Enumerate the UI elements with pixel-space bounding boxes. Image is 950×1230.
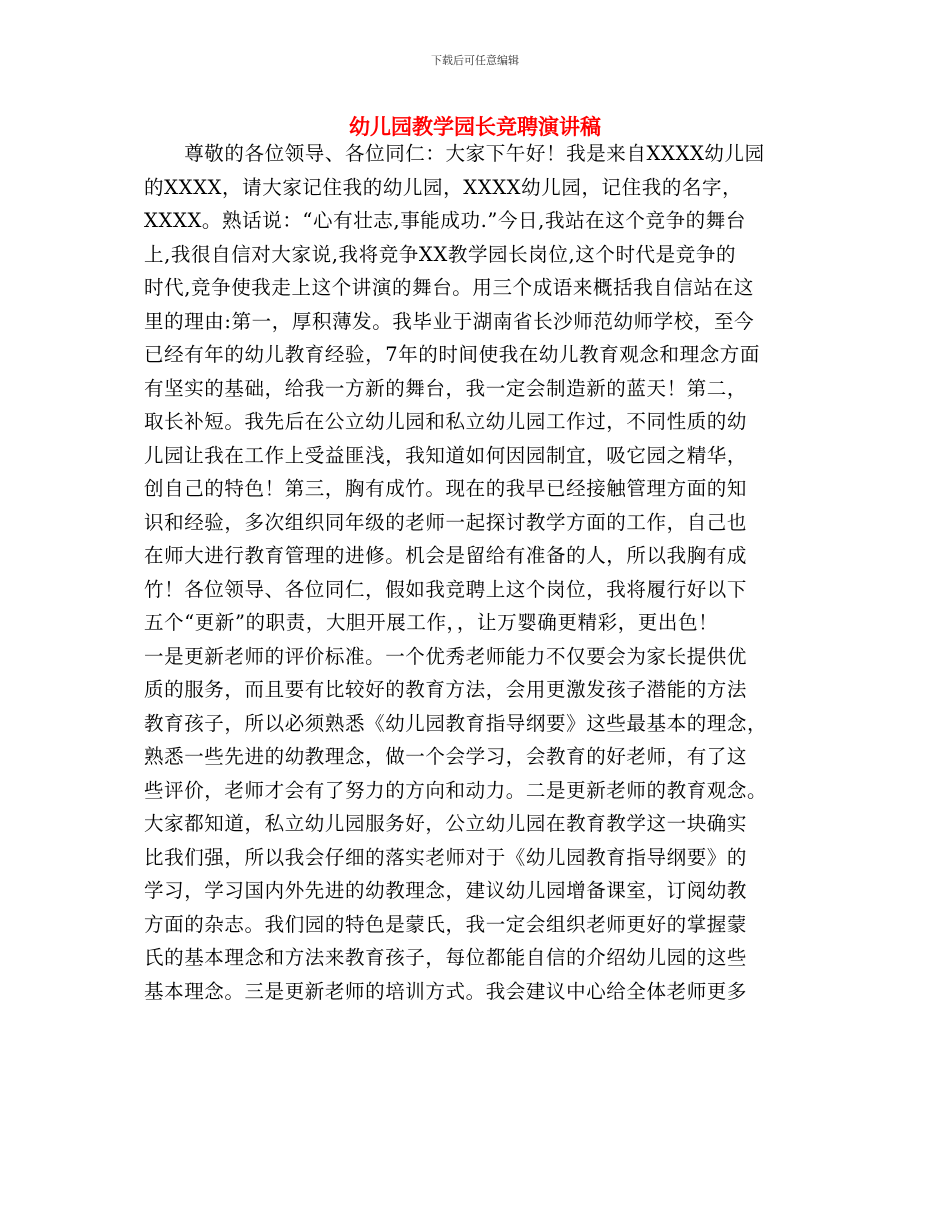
body-line: 大家都知道，私立幼儿园服务好，公立幼儿园在教育教学这一块确实 bbox=[144, 812, 748, 835]
body-line: 基本理念。三是更新老师的培训方式。我会建议中心给全体老师更多 bbox=[144, 979, 748, 1003]
body-line: 尊敬的各位领导、各位同仁：大家下午好！我是来自XXXX幼儿园 bbox=[144, 142, 765, 165]
body-line: 有坚实的基础，给我一方新的舞台，我一定会制造新的蓝天！第二， bbox=[144, 376, 748, 400]
body-line: 熟悉一些先进的幼教理念，做一个会学习，会教育的好老师，有了这 bbox=[144, 745, 748, 768]
document-body bbox=[144, 137, 814, 1008]
body-line: 教育孩子，所以必须熟悉《幼儿园教育指导纲要》这些最基本的理念， bbox=[144, 711, 768, 735]
page-header: 下载后可任意编辑 bbox=[431, 54, 519, 67]
body-line: 上,我很自信对大家说,我将竞争XX教学园长岗位,这个时代是竞争的 bbox=[144, 242, 737, 266]
body-line: 在师大进行教育管理的进修。机会是留给有准备的人，所以我胸有成 bbox=[144, 544, 748, 567]
body-line: 取长补短。我先后在公立幼儿园和私立幼儿园工作过，不同性质的幼 bbox=[144, 410, 748, 433]
body-line: 识和经验，多次组织同年级的老师一起探讨教学方面的工作，自己也 bbox=[144, 510, 748, 534]
document-title: 幼儿园教学园长竞聘演讲稿 bbox=[349, 115, 601, 139]
body-line: 创自己的特色！第三，胸有成竹。现在的我早已经接触管理方面的知 bbox=[144, 477, 748, 500]
body-line: XXXX。熟话说：“心有壮志,事能成功.”今日,我站在这个竞争的舞台 bbox=[144, 209, 746, 232]
body-line: 些评价，老师才会有了努力的方向和动力。二是更新老师的教育观念。 bbox=[144, 778, 768, 802]
body-line: 已经有年的幼儿教育经验，7年的时间使我在幼儿教育观念和理念方面 bbox=[144, 343, 761, 366]
body-line: 氏的基本理念和方法来教育孩子，每位都能自信的介绍幼儿园的这些 bbox=[144, 946, 748, 969]
body-line: 竹！各位领导、各位同仁，假如我竞聘上这个岗位，我将履行好以下 bbox=[144, 577, 748, 601]
body-line: 里的理由:第一，厚积薄发。我毕业于湖南省长沙师范幼师学校，至今 bbox=[144, 309, 755, 333]
body-line: 方面的杂志。我们园的特色是蒙氏，我一定会组织老师更好的掌握蒙 bbox=[144, 912, 748, 936]
body-line: 的XXXX，请大家记住我的幼儿园，XXXX幼儿园，记住我的名字， bbox=[144, 175, 743, 199]
body-line: 儿园让我在工作上受益匪浅，我知道如何因园制宜，吸它园之精华， bbox=[144, 443, 748, 467]
body-line: 学习，学习国内外先进的幼教理念，建议幼儿园增备课室，订阅幼教 bbox=[144, 879, 748, 902]
body-line: 时代,竞争使我走上这个讲演的舞台。用三个成语来概括我自信站在这 bbox=[144, 276, 754, 299]
body-line: 一是更新老师的评价标准。一个优秀老师能力不仅要会为家长提供优 bbox=[144, 644, 748, 668]
body-line: 五个“更新”的职责，大胆开展工作，，让万婴确更精彩，更出色！ bbox=[144, 611, 719, 634]
body-line: 比我们强，所以我会仔细的落实老师对于《幼儿园教育指导纲要》的 bbox=[144, 845, 748, 869]
body-line: 质的服务，而且要有比较好的教育方法，会用更激发孩子潜能的方法 bbox=[144, 678, 748, 701]
